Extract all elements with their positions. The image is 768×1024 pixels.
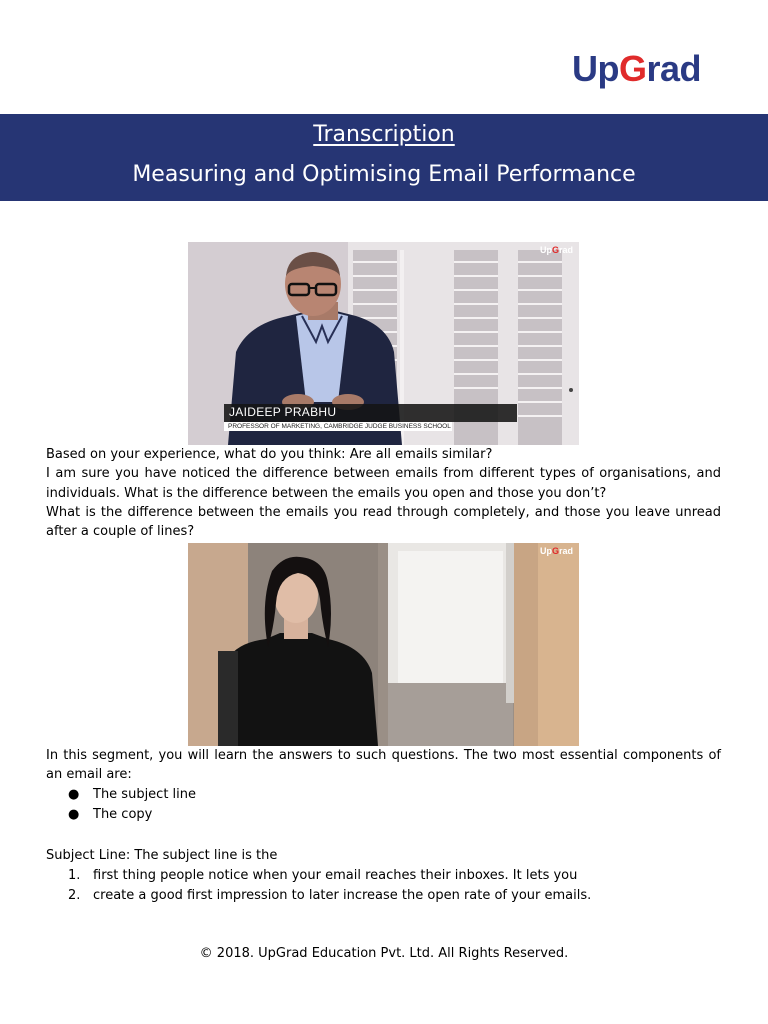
list-item-label: The subject line xyxy=(93,787,197,802)
list-item-label: first thing people notice when your email reaches their inboxes. It lets you xyxy=(93,868,578,883)
video-still-speaker-1 xyxy=(188,242,579,445)
bullet-marker: ● xyxy=(68,807,80,822)
list-item-label: The copy xyxy=(93,807,153,822)
bullet-marker: ● xyxy=(68,787,80,802)
list-item xyxy=(46,866,591,886)
intro-question: Based on your experience, what do you think: Are all emails similar? xyxy=(46,447,493,462)
number-marker: 1. xyxy=(68,868,81,883)
list-item xyxy=(46,805,196,825)
speaker-role: PROFESSOR OF MARKETING, CAMBRIDGE JUDGE BUSINESS SCHOOL xyxy=(228,423,451,430)
video-frame-2-illustration xyxy=(188,543,579,746)
upgrad-watermark: UpGrad xyxy=(539,245,573,255)
intro-text-1: I am sure you have noticed the difference between emails from different types of organisations, and individuals. What is the difference between the emails you open and those you don’t? xyxy=(46,466,721,501)
copyright-footer: © 2018. UpGrad Education Pvt. Ltd. All Rights Reserved. xyxy=(199,946,569,961)
upgrad-logo xyxy=(572,48,722,94)
upgrad-watermark: UpGrad xyxy=(539,546,573,556)
list-item-label: create a good first impression to later increase the open rate of your emails. xyxy=(93,888,592,903)
components-list xyxy=(46,785,196,825)
speaker-role-bar xyxy=(224,422,452,431)
segment-paragraph: In this segment, you will learn the answers to such questions. The two most essential components of an email are: xyxy=(46,748,721,783)
intro-text-2: What is the difference between the emails you read through completely, and those you leave unread after a couple of lines? xyxy=(46,504,721,540)
list-item xyxy=(46,785,196,805)
title-banner xyxy=(0,114,768,201)
speaker-name-bar xyxy=(224,404,517,422)
logo-wordmark: UpGrad xyxy=(572,48,702,89)
speaker-name: JAIDEEP PRABHU xyxy=(229,405,337,419)
video-still-speaker-2 xyxy=(188,543,579,746)
banner-subtitle: Measuring and Optimising Email Performance xyxy=(132,162,636,187)
list-item xyxy=(46,886,591,906)
subject-line-list xyxy=(46,866,591,906)
subject-line-heading: Subject Line: The subject line is the xyxy=(46,848,278,863)
banner-title: Transcription xyxy=(313,122,455,147)
number-marker: 2. xyxy=(68,888,81,903)
intro-paragraph xyxy=(46,445,721,541)
